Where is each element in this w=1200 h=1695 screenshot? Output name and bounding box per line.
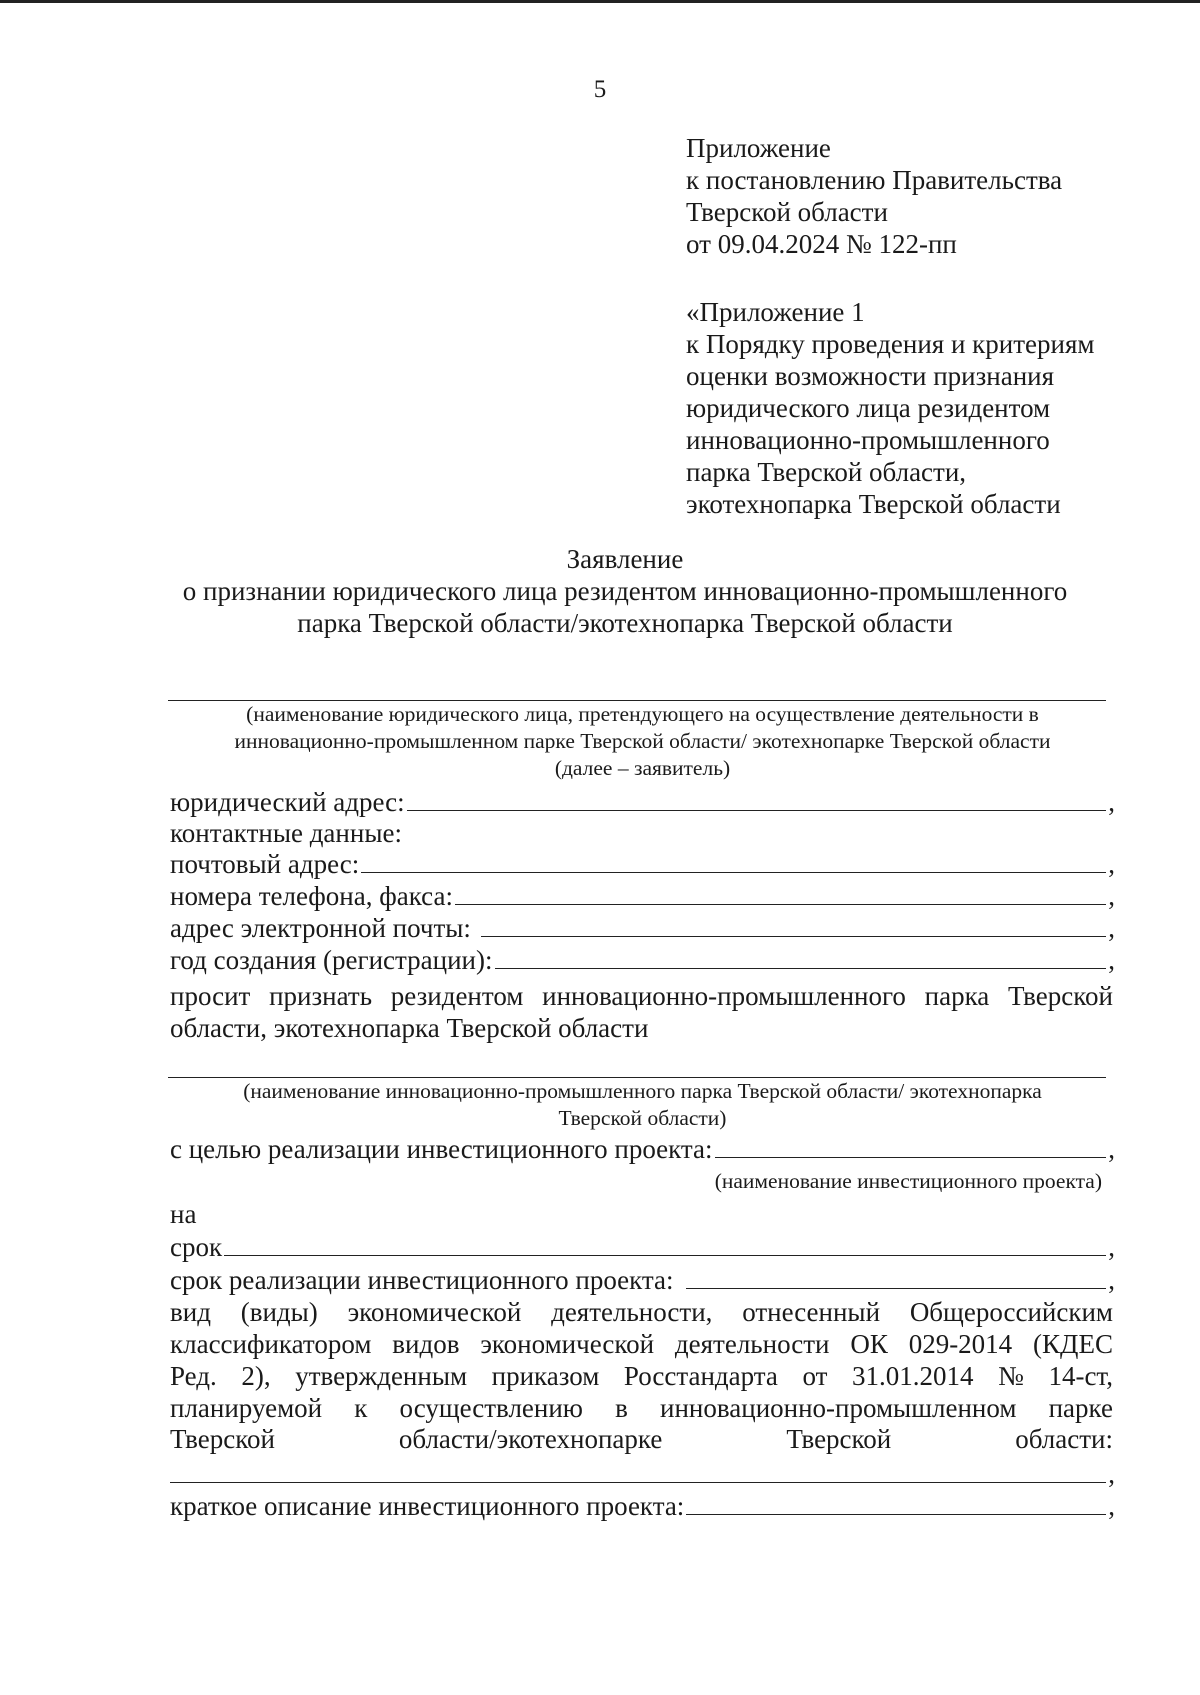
word: видов (392, 1329, 460, 1359)
description-label: краткое описание инвестиционного проекта: (170, 1491, 685, 1521)
project-goal-field[interactable] (715, 1133, 1107, 1158)
word: Тверской (170, 1424, 275, 1454)
annex1-header-line: парка Тверской области, (686, 457, 967, 487)
legal-address-label: юридический адрес: (170, 787, 405, 817)
word: 14-ст, (1048, 1361, 1113, 1391)
word: области/экотехнопарке (398, 1424, 663, 1454)
email-field[interactable] (481, 912, 1106, 937)
word: деятельности, (551, 1297, 713, 1327)
word: признать (269, 981, 373, 1011)
document-title (130, 543, 1120, 639)
phone-fax-row (170, 880, 1115, 912)
word: 029-2014 (908, 1329, 1013, 1359)
title-line: парка Тверской области/экотехнопарка Тверской области (297, 608, 953, 638)
activity-line-1 (170, 1296, 1113, 1328)
word: Тверской (1008, 981, 1113, 1011)
word: инновационно-промышленного (542, 981, 906, 1011)
activity-field-row (170, 1458, 1115, 1490)
caption-line: Тверской области) (558, 1106, 727, 1130)
annex1-header-line: юридического лица резидентом (686, 393, 1051, 423)
word: (виды) (240, 1297, 318, 1327)
word: 2), (241, 1361, 271, 1391)
applicant-name-caption (170, 701, 1115, 782)
annex1-header-line: к Порядку проведения и критериям (686, 329, 1095, 359)
annex-header (686, 132, 1062, 260)
word: утвержденным (295, 1361, 468, 1391)
word: к (354, 1393, 368, 1423)
word: № (998, 1361, 1024, 1391)
word: в (615, 1393, 628, 1423)
activity-line-2 (170, 1328, 1113, 1360)
project-goal-label: с целью реализации инвестиционного проекта: (170, 1134, 713, 1164)
email-row (170, 912, 1115, 944)
title-line: о признании юридического лица резидентом инновационно-промышленного (182, 576, 1068, 606)
word: экономической (480, 1329, 655, 1359)
request-line-1 (170, 980, 1113, 1012)
year-created-field[interactable] (495, 944, 1107, 969)
annex1-header-line: экотехнопарка Тверской области (686, 489, 1061, 519)
request-line-2: области, экотехнопарка Тверской области (170, 1013, 649, 1043)
word: деятельности (674, 1329, 830, 1359)
annex-header-line: Тверской области (686, 197, 888, 227)
word: приказом (491, 1361, 600, 1391)
phone-fax-label: номера телефона, факса: (170, 881, 453, 911)
year-created-row (170, 944, 1115, 976)
word: резидентом (390, 981, 524, 1011)
comma: , (1108, 913, 1115, 943)
word: (КДЕС (1033, 1329, 1113, 1359)
legal-address-field[interactable] (407, 786, 1107, 811)
word: Тверской (786, 1424, 892, 1454)
word: парке (1048, 1393, 1113, 1423)
postal-address-field[interactable] (361, 848, 1106, 873)
activity-line-5 (170, 1423, 1113, 1455)
on-label: на (170, 1199, 197, 1229)
annex1-header-line: инновационно-промышленного (686, 425, 1050, 455)
comma: , (1108, 1491, 1115, 1521)
annex-header-line: от 09.04.2024 № 122-пп (686, 229, 957, 259)
comma: , (1108, 787, 1115, 817)
description-field[interactable] (686, 1490, 1106, 1515)
term-label: срок (170, 1232, 223, 1262)
word: ОК (850, 1329, 888, 1359)
comma: , (1108, 849, 1115, 879)
word: Ред. (170, 1361, 217, 1391)
page-number: 5 (593, 76, 607, 103)
realization-term-label: срок реализации инвестиционного проекта: (170, 1265, 674, 1295)
phone-fax-field[interactable] (455, 880, 1106, 905)
word: отнесенный (742, 1297, 881, 1327)
activity-line-3 (170, 1360, 1113, 1392)
project-goal-caption: (наименование инвестиционного проекта) (714, 1169, 1102, 1193)
project-goal-row (170, 1133, 1115, 1165)
word: экономической (347, 1297, 522, 1327)
comma: , (1108, 945, 1115, 975)
annex-header-line: Приложение (686, 133, 831, 163)
comma: , (1108, 881, 1115, 911)
comma: , (1108, 1134, 1115, 1164)
word: инновационно-промышленном (660, 1393, 1017, 1423)
postal-address-label: почтовый адрес: (170, 849, 360, 879)
activity-line-4 (170, 1392, 1113, 1424)
title-line: Заявление (566, 544, 684, 574)
description-row (170, 1490, 1115, 1522)
annex1-header-line: оценки возможности признания (686, 361, 1055, 391)
caption-line: (наименование инновационно-промышленного парка Тверской области/ экотехнопарка (243, 1079, 1042, 1103)
legal-address-row (170, 786, 1115, 818)
word: парка (924, 981, 990, 1011)
annex1-header (686, 296, 1094, 520)
term-row (170, 1231, 1115, 1263)
postal-address-row (170, 848, 1115, 880)
year-created-label: год создания (регистрации): (170, 945, 493, 975)
annex1-header-line: «Приложение 1 (686, 297, 865, 327)
term-field[interactable] (224, 1231, 1106, 1256)
word: области: (1015, 1424, 1113, 1454)
comma: , (1108, 1265, 1115, 1295)
word: осуществлению (399, 1393, 583, 1423)
comma: , (1108, 1232, 1115, 1262)
word: планируемой (170, 1393, 323, 1423)
word: от (802, 1361, 828, 1391)
realization-term-row (170, 1264, 1115, 1296)
caption-line: (наименование юридического лица, претендующего на осуществление деятельности в (246, 702, 1039, 726)
comma: , (1108, 1459, 1115, 1489)
annex-header-line: к постановлению Правительства (686, 165, 1063, 195)
realization-term-field[interactable] (686, 1264, 1107, 1289)
word: Росстандарта (623, 1361, 778, 1391)
email-label: адрес электронной почты: (170, 913, 471, 943)
word: 31.01.2014 (852, 1361, 974, 1391)
word: вид (170, 1297, 211, 1327)
word: просит (170, 981, 251, 1011)
word: классификатором (170, 1329, 372, 1359)
caption-line: инновационно-промышленном парке Тверской области/ экотехнопарке Тверской области (234, 729, 1051, 753)
caption-line: (далее – заявитель) (554, 756, 731, 780)
word: Общероссийским (909, 1297, 1113, 1327)
scan-top-edge (0, 0, 1200, 3)
contacts-label: контактные данные: (170, 818, 402, 848)
park-name-caption (170, 1078, 1115, 1132)
activity-field[interactable] (170, 1458, 1106, 1483)
